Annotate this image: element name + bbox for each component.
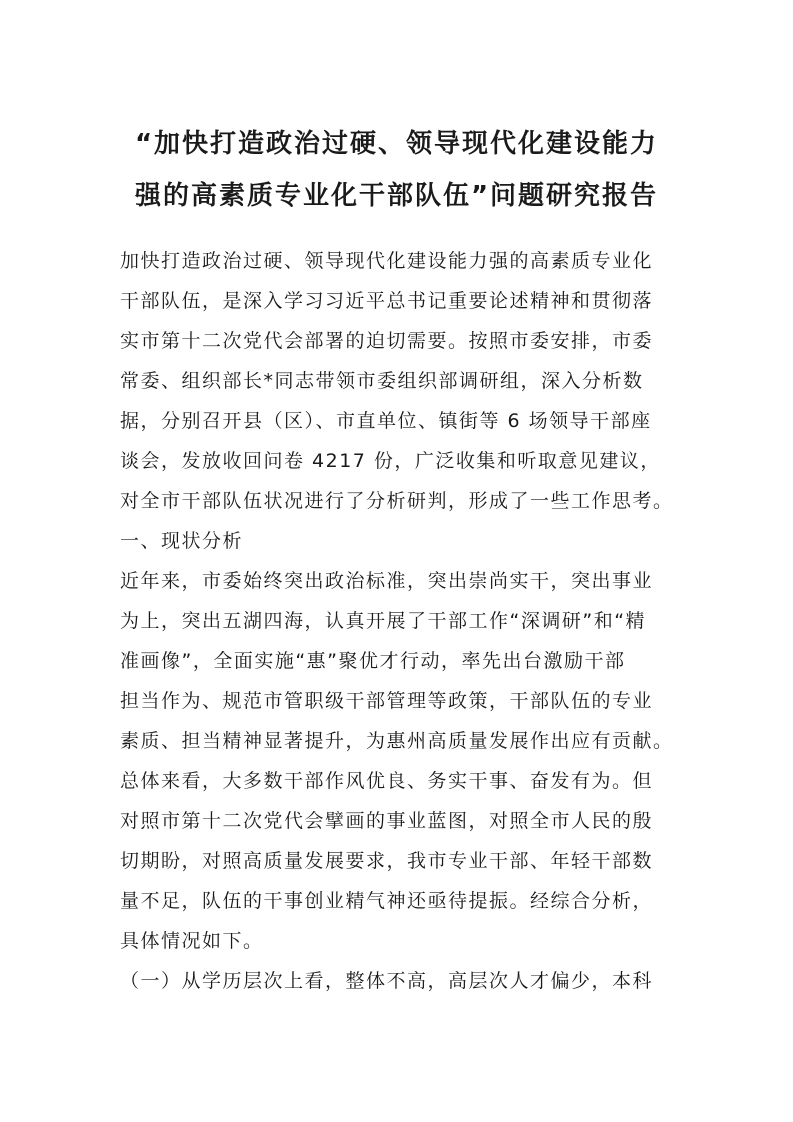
document-body — [120, 244, 690, 1004]
body-line: 切期盼，对照高质量发展要求，我市专业干部、年轻干部数 — [120, 850, 654, 872]
body-line: 具体情况如下。 — [120, 930, 264, 952]
body-line: 对照市第十二次党代会擘画的事业蓝图，对照全市人民的殷 — [120, 810, 654, 832]
body-line: 实市第十二次党代会部署的迫切需要。按照市委安排，市委 — [120, 330, 654, 352]
body-line: 准画像”，全面实施“惠”聚优才行动，率先出台激励干部 — [120, 650, 626, 672]
body-line: 素质、担当精神显著提升，为惠州高质量发展作出应有贡献。 — [120, 730, 674, 752]
subsection-heading: （一）从学历层次上看，整体不高，高层次人才偏少，本科 — [120, 970, 654, 992]
body-line: 近年来，市委始终突出政治标准，突出崇尚实干，突出事业 — [120, 570, 654, 592]
body-line: 对全市干部队伍状况进行了分析研判，形成了一些工作思考。 — [120, 490, 674, 512]
title-line: 强的高素质专业化干部队伍”问题研究报告 — [134, 181, 659, 211]
body-line: 总体来看，大多数干部作风优良、务实干事、奋发有为。但 — [120, 770, 654, 792]
body-line: 常委、组织部长*同志带领市委组织部调研组，深入分析数 — [120, 370, 644, 392]
body-line: 为上，突出五湖四海，认真开展了干部工作“深调研”和“精 — [120, 610, 647, 632]
section-heading: 一、现状分析 — [120, 530, 244, 552]
body-line: 加快打造政治过硬、领导现代化建设能力强的高素质专业化 — [120, 250, 654, 272]
body-line: 据，分别召开县（区）、市直单位、镇街等 6 场领导干部座 — [120, 410, 652, 432]
title-line: “加快打造政治过硬、领导现代化建设能力 — [134, 129, 659, 159]
body-line: 谈会，发放收回问卷 4217 份，广泛收集和听取意见建议， — [120, 450, 661, 472]
body-line: 干部队伍，是深入学习习近平总书记重要论述精神和贯彻落 — [120, 290, 654, 312]
body-line: 担当作为、规范市管职级干部管理等政策，干部队伍的专业 — [120, 690, 654, 712]
body-line: 量不足，队伍的干事创业精气神还亟待提振。经综合分析， — [120, 890, 654, 912]
document-title — [100, 118, 693, 222]
